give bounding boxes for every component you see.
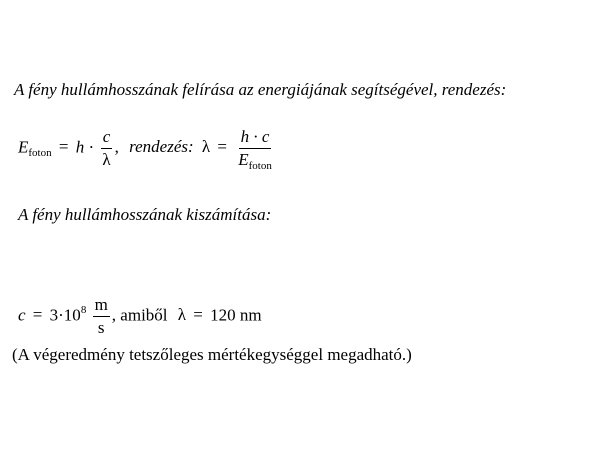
energy-symbol-2: E [238,149,249,169]
fraction-denominator: λ [102,149,111,169]
speed-of-light-equation [18,296,262,337]
unit-numerator: m [93,296,110,317]
lambda-symbol-2: λ [177,305,187,325]
c-symbol: c [18,305,26,325]
energy-symbol: E [18,137,29,157]
equals-sign-2: = [217,137,227,157]
planck-symbol: h [75,137,85,157]
c-over-lambda-fraction [100,128,112,169]
wavelength-denominator [236,149,274,172]
wavelength-numerator: h · c [239,128,272,149]
speed-coefficient: 3·10 [49,305,81,325]
equals-sign: = [58,137,69,157]
unit-denominator: s [97,317,105,337]
rendezes-label: rendezés: [129,137,194,157]
comma: , [114,137,119,157]
heading-wavelength-from-energy: A fény hullámhosszának felírása az energiájának segítségével, rendezés: [14,80,507,99]
wavelength-fraction [236,127,274,172]
lambda-symbol: λ [201,137,211,157]
speed-exponent: 8 [80,304,87,317]
energy-subscript: foton [28,147,52,160]
heading-wavelength-calculation: A fény hullámhosszának kiszámítása: [18,205,272,224]
result-note: (A végeredmény tetszőleges mértékegységgel megadható.) [12,345,412,364]
equals-sign-4: = [193,305,203,325]
energy-subscript-2: foton [248,159,272,172]
wavelength-result: 120 nm [210,305,262,325]
dot-operator: · [88,137,95,157]
equals-sign-3: = [32,305,43,325]
amibol-text: , amiből [111,305,168,325]
fraction-numerator: c [101,128,113,149]
unit-fraction [93,296,110,337]
photon-energy-equation [18,127,276,172]
